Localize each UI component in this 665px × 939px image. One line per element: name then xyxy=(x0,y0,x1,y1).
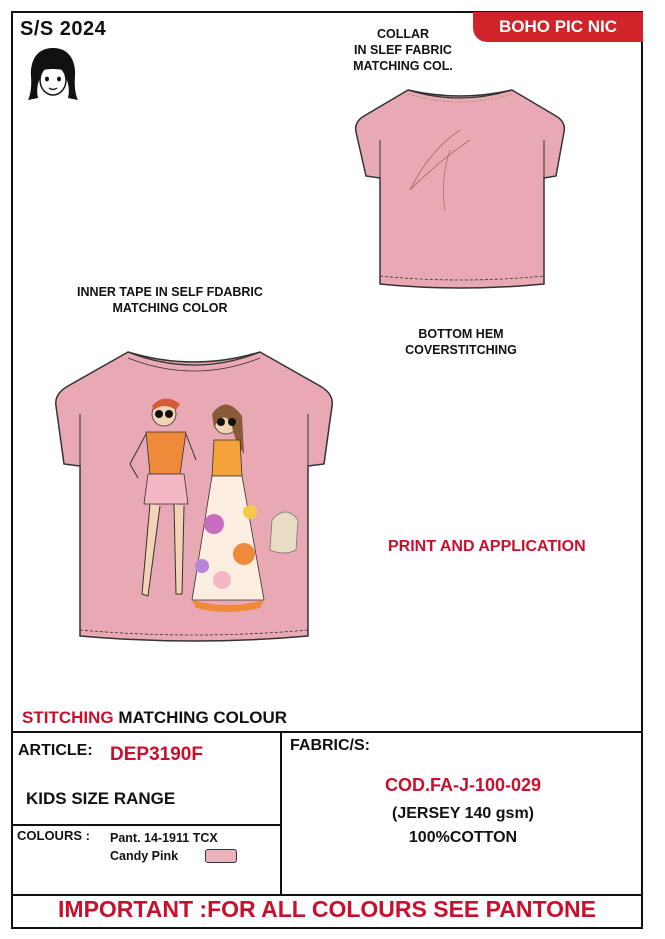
theme-badge: BOHO PIC NIC xyxy=(473,12,643,42)
inner-tape-note: INNER TAPE IN SELF FDABRIC MATCHING COLOR xyxy=(77,285,263,315)
fabric-weight: (JERSEY 140 gsm) xyxy=(392,805,534,822)
fabric-label: FABRIC/S: xyxy=(290,737,370,754)
stitching-word: STITCHING xyxy=(22,708,114,727)
print-application-note: PRINT AND APPLICATION xyxy=(388,538,586,555)
front-view-tshirt-drawing xyxy=(46,344,342,644)
brand-face-logo xyxy=(24,44,82,104)
important-footer: IMPORTANT :FOR ALL COLOURS SEE PANTONE xyxy=(58,896,596,922)
article-code: DEP3190F xyxy=(110,744,203,765)
fabric-code: COD.FA-J-100-029 xyxy=(384,775,542,795)
stitching-rest: MATCHING COLOUR xyxy=(113,708,288,727)
table-top-rule xyxy=(11,731,643,733)
colour-name: Candy Pink xyxy=(110,849,179,863)
table-middle-divider xyxy=(280,731,282,895)
bottom-hem-note: BOTTOM HEM COVERSTITCHING xyxy=(405,327,517,357)
collar-note: COLLAR IN SLEF FABRIC MATCHING COL. xyxy=(353,27,453,73)
stitching-note xyxy=(22,708,287,728)
season-label: S/S 2024 xyxy=(20,18,107,40)
article-label: ARTICLE: xyxy=(18,742,93,759)
colours-label: COLOURS : xyxy=(17,828,90,843)
size-range: KIDS SIZE RANGE xyxy=(26,789,176,808)
colour-swatch xyxy=(205,849,237,863)
back-view-tshirt-drawing xyxy=(350,80,570,300)
pantone-code: Pant. 14-1911 TCX xyxy=(110,831,218,845)
fabric-composition: 100%COTTON xyxy=(408,829,518,846)
article-colours-divider xyxy=(11,824,282,826)
